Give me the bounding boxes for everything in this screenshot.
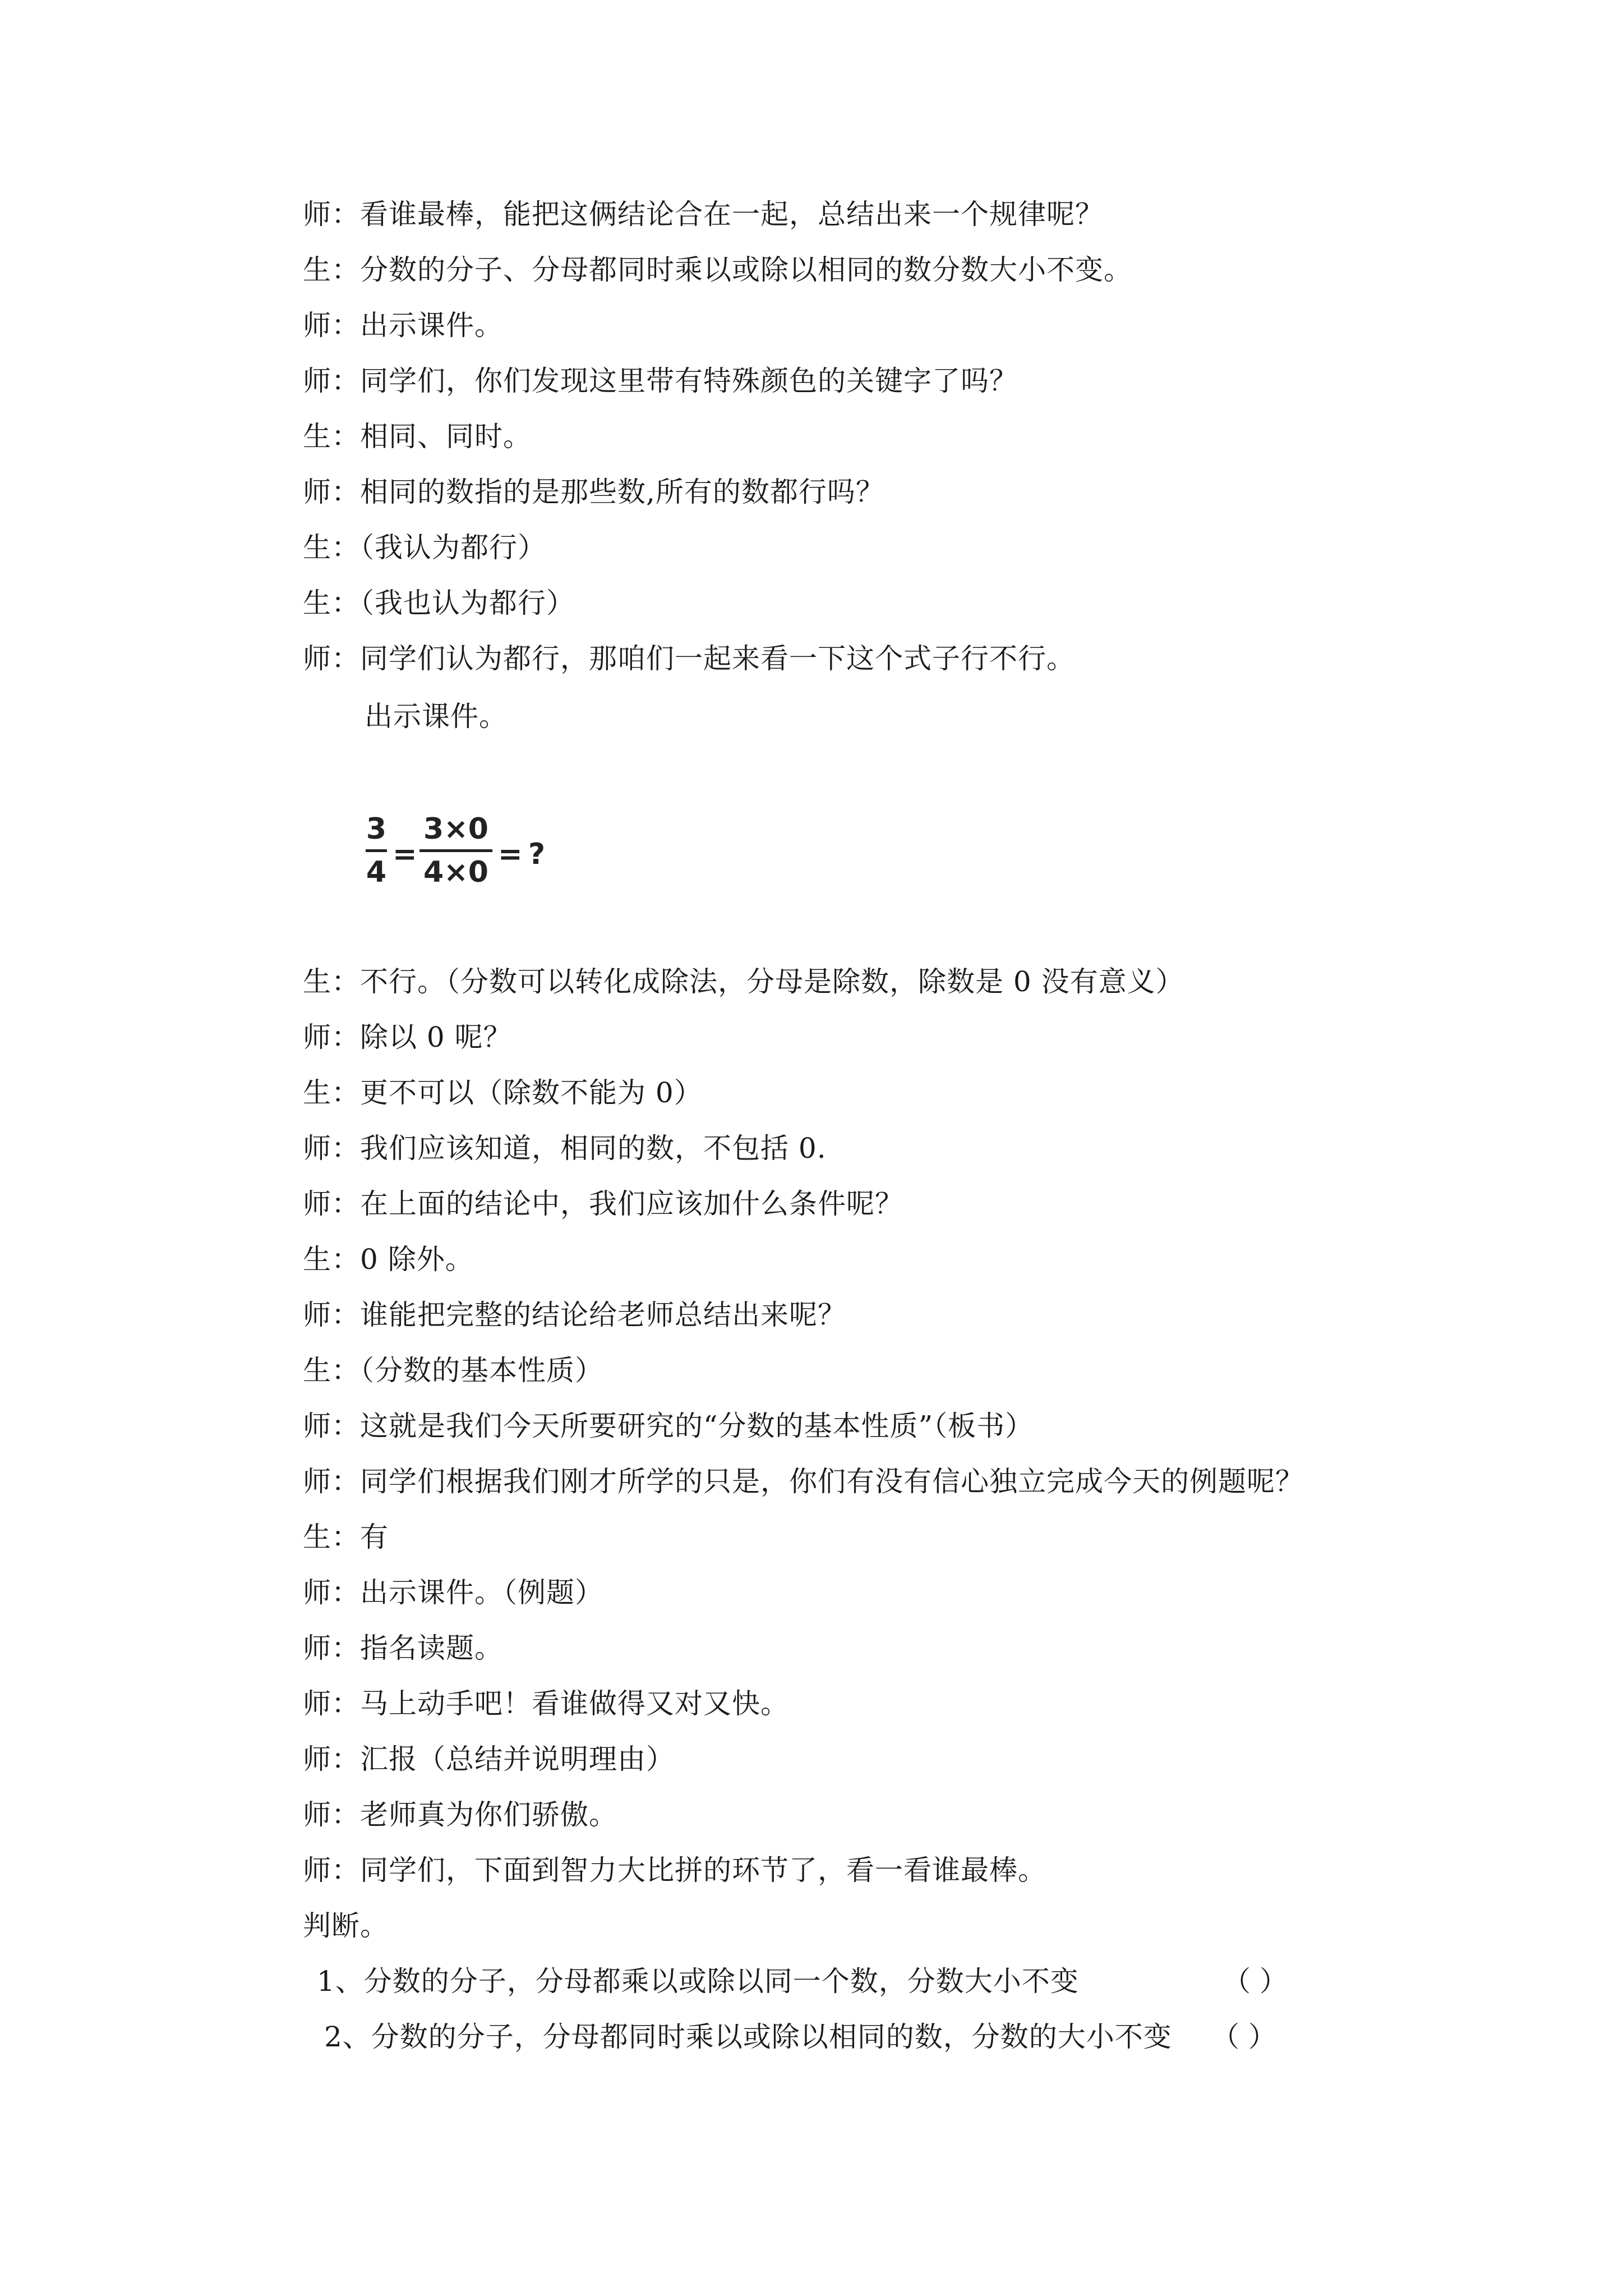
fraction-bar bbox=[366, 849, 387, 852]
lhs-numerator: 3 bbox=[366, 812, 387, 846]
dialogue-line: 师：除以 0 呢？ bbox=[303, 1021, 512, 1053]
dialogue-line: 生：0 除外。 bbox=[303, 1243, 474, 1276]
answer-blank[interactable]: （ ） bbox=[1223, 1965, 1288, 1998]
dialogue-line: 师：同学们根据我们刚才所学的只是，你们有没有信心独立完成今天的例题呢？ bbox=[303, 1465, 1304, 1498]
dialogue-line: 师：看谁最棒，能把这俩结论合在一起，总结出来一个规律呢？ bbox=[303, 198, 1104, 231]
dialogue-line: 生：不行。（分数可以转化成除法，分母是除数，除数是 0 没有意义） bbox=[303, 965, 1184, 998]
dialogue-line: 师：在上面的结论中，我们应该加什么条件呢？ bbox=[303, 1188, 903, 1220]
dialogue-line: 生：有 bbox=[303, 1521, 389, 1553]
judge-item: 1、分数的分子，分母都乘以或除以同一个数，分数大小不变 bbox=[317, 1965, 1079, 1998]
dialogue-line: 师：马上动手吧！看谁做得又对又快。 bbox=[303, 1687, 789, 1720]
question-mark: ? bbox=[528, 838, 546, 871]
fraction-formula bbox=[366, 812, 545, 902]
rhs-numerator: 3×0 bbox=[423, 812, 488, 846]
fraction-lhs bbox=[366, 812, 387, 889]
dialogue-line: 师：相同的数指的是那些数,所有的数都行吗？ bbox=[303, 476, 884, 508]
dialogue-line: 生：（我也认为都行） bbox=[303, 587, 575, 619]
equals-sign: = bbox=[393, 838, 417, 871]
dialogue-line: 师：同学们认为都行，那咱们一起来看一下这个式子行不行。 bbox=[303, 642, 1075, 675]
dialogue-line: 生：分数的分子、分母都同时乘以或除以相同的数分数大小不变。 bbox=[303, 254, 1132, 286]
fraction-bar bbox=[419, 849, 492, 852]
judge-heading: 判断。 bbox=[303, 1910, 389, 1942]
dialogue-line: 生：相同、同时。 bbox=[303, 420, 532, 453]
dialogue-line: 师：谁能把完整的结论给老师总结出来呢？ bbox=[303, 1299, 846, 1331]
dialogue-line: 师：出示课件。（例题） bbox=[303, 1576, 603, 1609]
dialogue-line: 师：汇报（总结并说明理由） bbox=[303, 1743, 675, 1775]
dialogue-line: 生：更不可以（除数不能为 0） bbox=[303, 1076, 703, 1109]
indented-line: 出示课件。 bbox=[365, 700, 508, 733]
equals-sign: = bbox=[498, 838, 523, 871]
dialogue-line: 师：老师真为你们骄傲。 bbox=[303, 1798, 617, 1831]
dialogue-line: 生：（分数的基本性质） bbox=[303, 1354, 603, 1387]
judge-item: 2、分数的分子，分母都同时乘以或除以相同的数，分数的大小不变 bbox=[324, 2021, 1172, 2053]
dialogue-line: 师：同学们，下面到智力大比拼的环节了，看一看谁最棒。 bbox=[303, 1854, 1046, 1887]
dialogue-line: 生：（我认为都行） bbox=[303, 531, 546, 564]
dialogue-line: 师：我们应该知道，相同的数，不包括 0. bbox=[303, 1132, 827, 1165]
dialogue-line: 师：同学们，你们发现这里带有特殊颜色的关键字了吗？ bbox=[303, 365, 1018, 397]
answer-blank[interactable]: （ ） bbox=[1211, 2021, 1276, 2053]
dialogue-line: 师：这就是我们今天所要研究的“分数的基本性质”（板书） bbox=[303, 1410, 1034, 1442]
rhs-denominator: 4×0 bbox=[423, 855, 488, 889]
dialogue-line: 师：出示课件。 bbox=[303, 309, 503, 342]
fraction-rhs bbox=[419, 812, 492, 889]
dialogue-line: 师：指名读题。 bbox=[303, 1632, 503, 1664]
lhs-denominator: 4 bbox=[366, 855, 387, 889]
